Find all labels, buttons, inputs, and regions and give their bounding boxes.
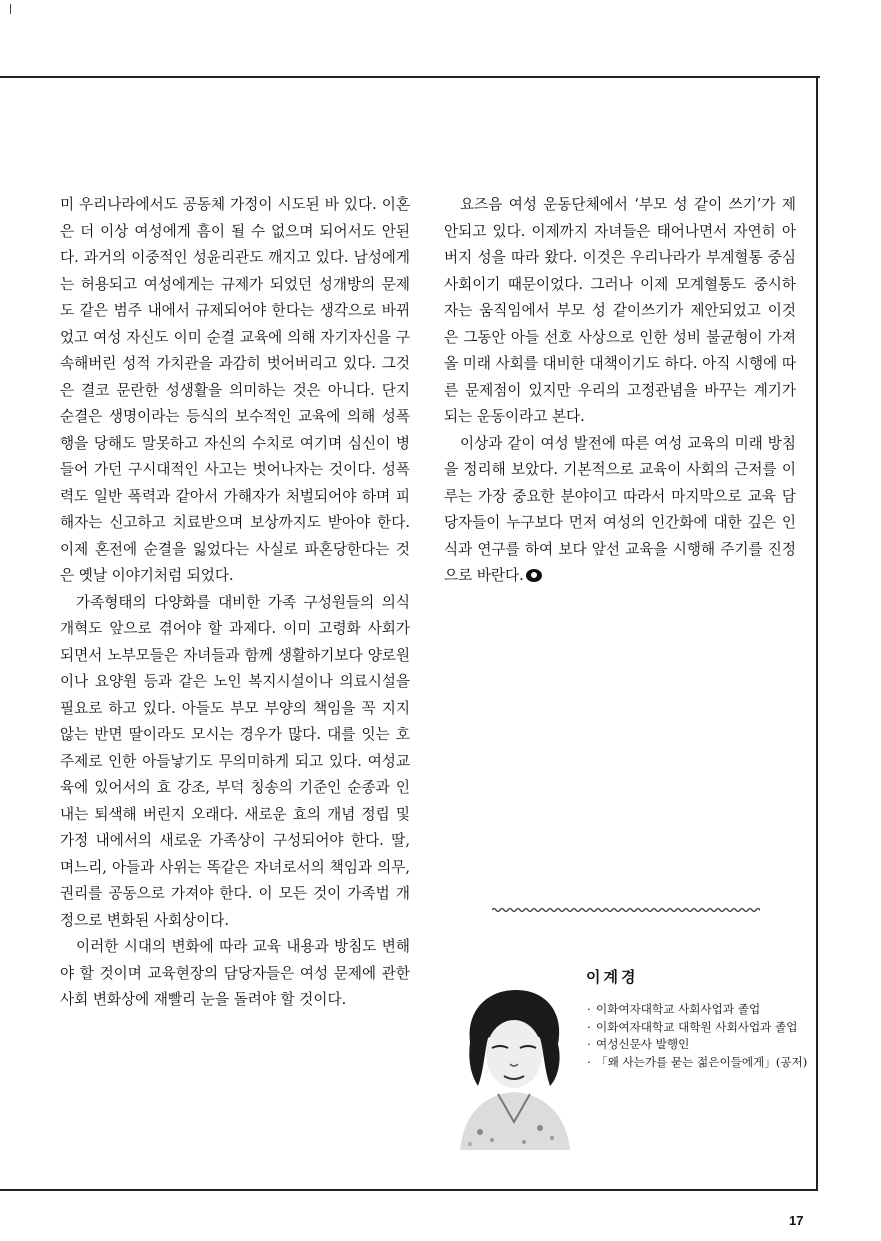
left-paragraph-3: 이러한 시대의 변화에 따라 교육 내용과 방침도 변해야 할 것이며 교육현장의 담당자들은 여성 문제에 관한 사회 변화상에 재빨리 눈을 돌려야 할 것이다. [60,938,410,1008]
corner-tick [10,4,11,14]
right-paragraph-2 [444,431,796,590]
author-bio [586,966,816,1071]
wavy-divider [492,903,760,917]
end-of-article-icon [526,569,542,582]
top-rule [0,76,820,78]
credential-item: · 여성신문사 발행인 [586,1036,816,1054]
author-portrait [440,982,588,1150]
left-paragraph-2: 가족형태의 다양화를 대비한 가족 구성원들의 의식 개혁도 앞으로 겪어야 할 과제다. 이미 고령화 사회가 되면서 노부모들은 자녀들과 함께 생활하기보다 양로원이나 요양원 등과 같은 노인 복지시설이나 의료시설을 필요로 하고 있다. 아들도 부모 부양의 책임을 꼭 지지 않는 반면 딸이라도 모시는 경우가 많다. 대를 잇는 호주제로 인한 아들낳기도 무의미하게 되고 있다. 여성교육에 있어서의 효 강조, 부덕 칭송의 기준인 순종과 인내는 퇴색해 버린지 오래다. 새로운 효의 개념 정립 및 가정 내에서의 새로운 가족상이 구성되어야 한다. 딸, 며느리, 아들과 사위는 똑같은 자녀로서의 책임과 의무, 권리를 공동으로 가져야 한다. 이 모든 것이 가족법 개정으로 변화된 사회상이다. [60,593,410,929]
author-credentials [586,1001,816,1071]
left-paragraph-1: 미 우리나라에서도 공동체 가정이 시도된 바 있다. 이혼은 더 이상 여성에게 흠이 될 수 없으며 되어서도 안된다. 과거의 이중적인 성윤리관도 깨지고 있다. 남성에게는 허용되고 여성에게는 규제가 되었던 성개방의 문제도 같은 범주 내에서 규제되어야 한다는 생각으로 바뀌었고 여성 자신도 이미 순결 교육에 의해 자기자신을 구속해버린 성적 가치관을 과감히 벗어버리고 있다. 그것은 결코 문란한 성생활을 의미하는 것은 아니다. 단지 순결은 생명이라는 등식의 보수적인 교육에 의해 성폭행을 당해도 말못하고 자신의 수치로 여기며 심신이 병들어 가던 구시대적인 사고는 벗어나자는 것이다. 성폭력도 일반 폭력과 같아서 가해자가 처벌되어야 하며 피해자는 신고하고 치료받으며 보상까지도 받아야 한다. 이제 혼전에 순결을 잃었다는 사실로 파혼당한다는 것은 옛날 이야기처럼 되었다. [60,196,410,584]
credential-item: · 이화여자대학교 사회사업과 졸업 [586,1001,816,1019]
left-column [60,192,410,1014]
bottom-rule [0,1189,818,1191]
right-column [444,192,796,590]
author-name: 이계경 [586,968,639,986]
page-number: 17 [789,1213,804,1228]
right-paragraph-2-text: 이상과 같이 여성 발전에 따른 여성 교육의 미래 방침을 정리해 보았다. 기본적으로 교육이 사회의 근저를 이루는 가장 중요한 분야이고 따라서 마지막으로 교육 담당자들이 누구보다 먼저 여성의 인간화에 대한 깊은 인식과 연구를 하여 보다 앞선 교육을 시행해 주기를 진정으로 바란다. [444,434,796,584]
right-rule [816,76,818,1190]
credential-item: · 이화여자대학교 대학원 사회사업과 졸업 [586,1019,816,1037]
right-paragraph-1: 요즈음 여성 운동단체에서 ‘부모 성 같이 쓰기’가 제안되고 있다. 이제까지 자녀들은 태어나면서 자연히 아버지 성을 따라 왔다. 이것은 우리나라가 부계혈통 중심 사회이기 때문이었다. 그러나 이제 모계혈통도 중시하자는 움직임에서 부모 성 같이쓰기가 제안되었고 이것은 그동안 아들 선호 사상으로 인한 성비 불균형이 가져올 미래 사회를 대비한 대책이기도 하다. 아직 시행에 따른 문제점이 있지만 우리의 고정관념을 바꾸는 계기가 되는 운동이라고 본다. [444,196,796,425]
credential-item: · 「왜 사는가를 묻는 젊은이들에게」(공저) [586,1054,816,1072]
